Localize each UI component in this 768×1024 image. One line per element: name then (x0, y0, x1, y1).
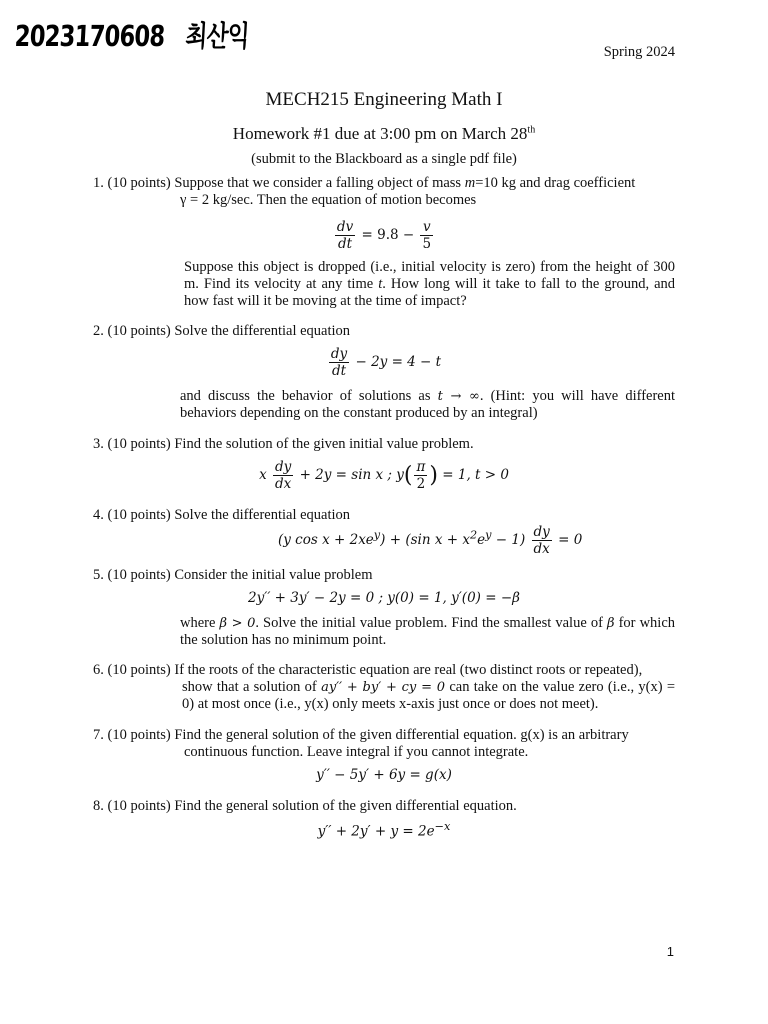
eq-mid: + 2y = sin x ; y (299, 467, 404, 483)
page-number: 1 (666, 944, 674, 959)
eq-rest: = 1, t > 0 (442, 467, 509, 483)
semester-label: Spring 2024 (603, 44, 675, 60)
problem-1-line2: γ = 2 kg/sec. Then the equation of motion becomes (180, 192, 477, 208)
eq-den: dx (274, 476, 292, 492)
eq-num: dy (274, 459, 292, 475)
fraction-dy-dt (329, 346, 349, 379)
problem-2-statement (93, 323, 350, 340)
problem-8-text: Find the general solution of the given differential equation. (174, 798, 517, 814)
mass-symbol: m (464, 175, 476, 191)
eq-num: dy (330, 346, 348, 362)
problem-1-text-cont: =10 kg and drag coefficient (475, 175, 636, 191)
homework-title (0, 124, 768, 144)
eq-x: x (259, 467, 267, 483)
eq-left: (y cos x + 2xe (278, 532, 374, 548)
problem-2-equation (0, 346, 768, 379)
fraction-dy-dx (273, 459, 293, 492)
homework-title-sup: th (527, 124, 536, 136)
eq-mid: = 9.8 − (361, 227, 415, 243)
eq-mid: − 1) (491, 532, 526, 548)
problem-7-number: 7. (10 points) (93, 727, 171, 743)
para-text: can take on the value zero (i.e., y(x) = 0) at most once (i.e., y(x) only meets x-axis just once or does not meet). (182, 679, 676, 712)
problem-1-paragraph (184, 259, 675, 310)
problem-3-equation (0, 459, 768, 492)
problem-6-number: 6. (10 points) (93, 662, 171, 678)
eq-den: 5 (422, 236, 432, 252)
eq-den: 2 (416, 476, 426, 492)
problem-4-number: 4. (10 points) (93, 507, 171, 523)
problem-1-equation (0, 219, 768, 252)
para-math: ay′′ + by′ + cy = 0 (321, 680, 446, 695)
eq-mid: e (477, 532, 486, 548)
problem-3-text: Find the solution of the given initial value problem. (174, 436, 474, 452)
problem-1-text: Suppose that we consider a falling object of mass (174, 175, 462, 191)
handwritten-name: 최산익 (184, 19, 250, 53)
problem-2-number: 2. (10 points) (93, 323, 171, 339)
problem-5-paragraph (180, 615, 675, 649)
eq-den: dx (533, 541, 550, 557)
para-math: β > 0 (219, 616, 256, 631)
eq-den: dt (331, 363, 347, 379)
problem-8-number: 8. (10 points) (93, 798, 171, 814)
problem-1-number: 1. (10 points) (93, 175, 171, 191)
problem-7-line2: continuous function. Leave integral if you cannot integrate. (184, 744, 529, 760)
eq-num: π (416, 459, 426, 475)
problem-7-text: Find the general solution of the given differential equation. g(x) is an arbitrary (174, 727, 629, 743)
problem-4-equation (278, 524, 582, 557)
para-text: and discuss the behavior of solutions as (180, 388, 431, 404)
eq-sup: 2 (469, 528, 478, 542)
problem-5-equation: 2y′′ + 3y′ − 2y = 0 ; y(0) = 1, y′(0) = −β (248, 590, 520, 606)
problem-2-paragraph (180, 388, 675, 422)
handwritten-student-id: 2023170608 (13, 19, 166, 53)
problem-6-paragraph (182, 679, 675, 713)
open-paren: ( (403, 463, 413, 488)
para-text: where (180, 615, 216, 631)
eq-sup: y (485, 528, 492, 542)
problem-8-statement (93, 798, 517, 815)
fraction-dy-dx (532, 524, 552, 557)
para-text: . How long will it take to fall to the ground, and how fast will it be moving at the time of impact? (184, 276, 676, 309)
eq-num: dy (533, 524, 550, 540)
eq-mid: ) + (sin x + x (380, 532, 470, 548)
eq-rest: − 2y = 4 − t (355, 354, 442, 370)
para-text: . Solve the initial value problem. Find the smallest value of (255, 615, 603, 631)
eq-sup: −x (434, 820, 451, 833)
close-paren: ) (429, 463, 438, 488)
para-math: t → ∞ (437, 389, 480, 404)
eq-main: y′′ + 2y′ + y = 2e (317, 823, 435, 840)
eq-num: v (420, 219, 433, 236)
course-title: MECH215 Engineering Math I (265, 89, 503, 110)
para-text: show that a solution of (182, 679, 317, 695)
problem-8-equation (0, 820, 768, 840)
problem-1-statement (93, 175, 635, 192)
problem-3-statement (93, 436, 474, 453)
problem-4-text: Solve the differential equation (174, 507, 351, 523)
problem-3-number: 3. (10 points) (93, 436, 171, 452)
para-text: for which the solution has no minimum point. (180, 615, 676, 648)
problem-4-statement (93, 507, 350, 524)
homework-title-text: Homework #1 due at 3:00 pm on March 28 (232, 124, 528, 143)
fraction-pi-2 (414, 459, 427, 492)
problem-2-text: Solve the differential equation (174, 323, 351, 339)
problem-6-text: If the roots of the characteristic equation are real (two distinct roots or repeated), (174, 662, 643, 678)
para-math: β (607, 616, 615, 631)
time-symbol: t (378, 276, 383, 292)
fraction-dv-dt (335, 219, 355, 252)
eq-sup: y (373, 528, 381, 542)
eq-num: dv (336, 219, 354, 235)
problem-5-statement (93, 567, 372, 584)
eq-rest: = 0 (558, 532, 583, 548)
problem-5-number: 5. (10 points) (93, 567, 171, 583)
problem-7-statement (93, 727, 629, 744)
fraction-v-5 (420, 219, 433, 252)
submit-note: (submit to the Blackboard as a single pdf file) (251, 151, 517, 167)
problem-7-equation: y′′ − 5y′ + 6y = g(x) (316, 767, 452, 783)
para-text: . (Hint: you will have different behaviors depending on the constant produced by an integral) (180, 388, 676, 421)
handwritten-student-info (14, 14, 250, 55)
problem-5-text: Consider the initial value problem (174, 567, 373, 583)
eq-den: dt (338, 236, 353, 252)
problem-6-statement (93, 662, 642, 679)
para-text: Suppose this object is dropped (i.e., initial velocity is zero) from the height of 300 m. Find its velocity at any time (184, 259, 675, 292)
